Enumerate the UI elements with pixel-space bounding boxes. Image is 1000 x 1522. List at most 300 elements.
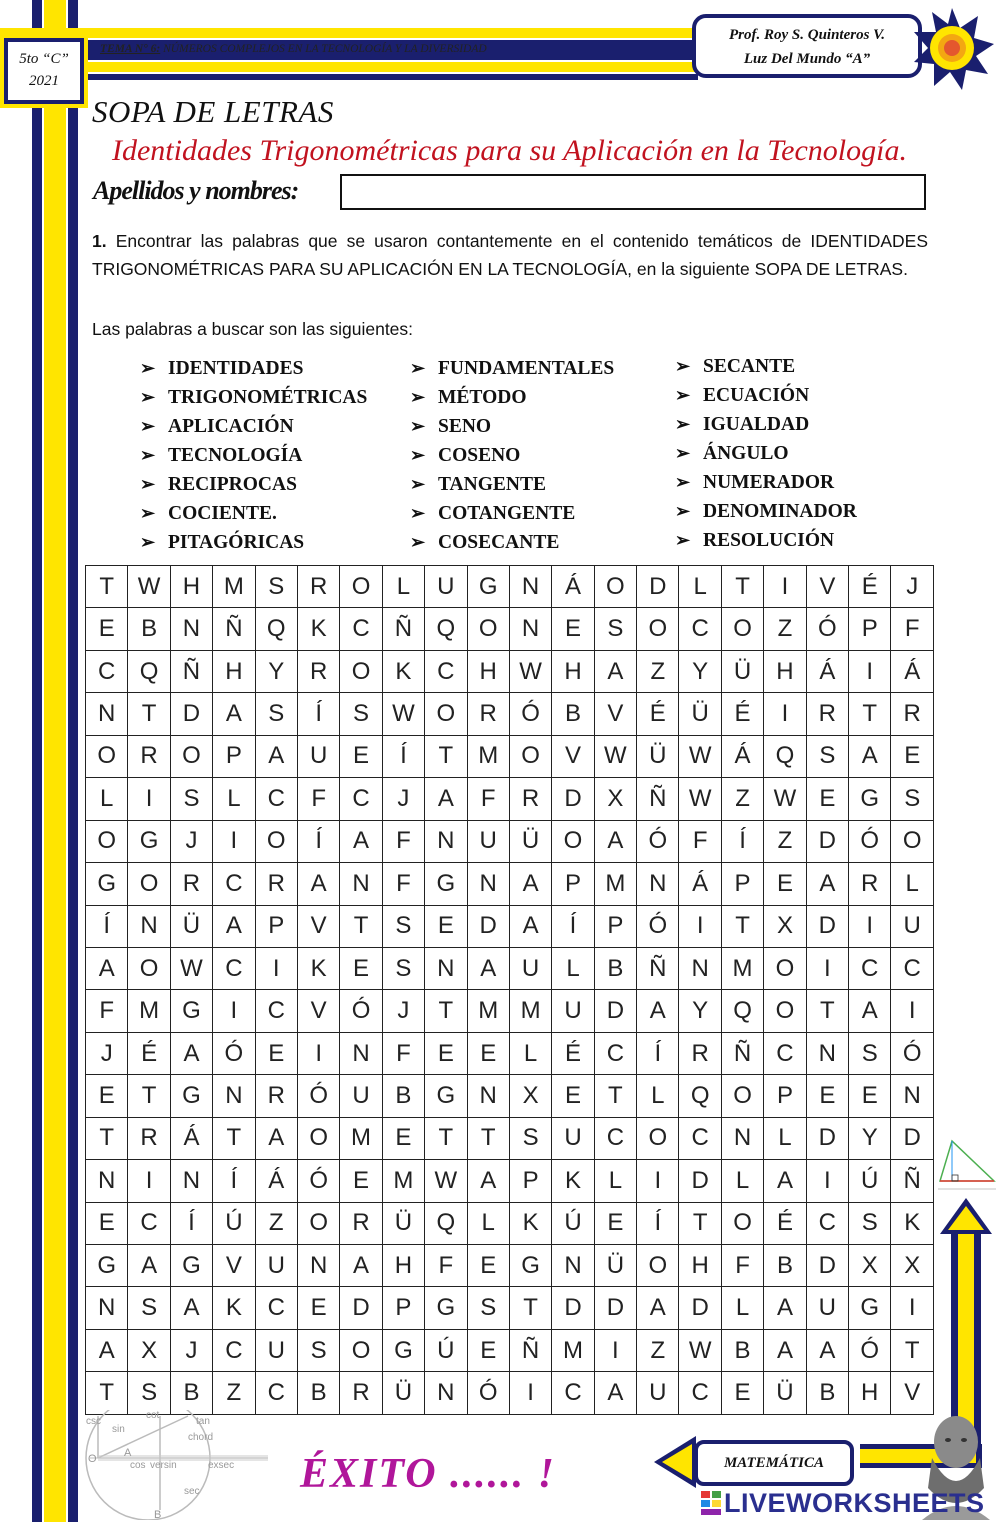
grid-cell[interactable]: A — [637, 1287, 679, 1329]
grid-cell[interactable]: S — [128, 1287, 170, 1329]
grid-cell[interactable]: B — [297, 1372, 339, 1415]
grid-cell[interactable]: A — [806, 863, 848, 905]
grid-cell[interactable]: O — [721, 608, 763, 650]
grid-cell[interactable]: F — [425, 1245, 467, 1287]
grid-cell[interactable]: C — [255, 778, 297, 820]
grid-cell[interactable]: F — [721, 1245, 763, 1287]
grid-cell[interactable]: D — [594, 1287, 636, 1329]
grid-cell[interactable]: R — [170, 863, 212, 905]
grid-cell[interactable]: Í — [637, 1032, 679, 1074]
grid-cell[interactable]: W — [509, 650, 551, 692]
grid-cell[interactable]: O — [340, 650, 382, 692]
grid-cell[interactable]: E — [86, 1075, 128, 1117]
grid-cell[interactable]: A — [255, 735, 297, 777]
grid-cell[interactable]: Z — [213, 1372, 255, 1415]
grid-cell[interactable]: R — [340, 1372, 382, 1415]
grid-cell[interactable]: A — [467, 947, 509, 989]
grid-cell[interactable]: Z — [764, 820, 806, 862]
grid-cell[interactable]: F — [679, 820, 721, 862]
grid-cell[interactable]: T — [849, 693, 891, 735]
grid-cell[interactable]: Ñ — [891, 1160, 934, 1202]
grid-cell[interactable]: B — [552, 693, 594, 735]
grid-cell[interactable]: L — [594, 1160, 636, 1202]
grid-cell[interactable]: Y — [255, 650, 297, 692]
grid-cell[interactable]: Ñ — [637, 778, 679, 820]
grid-cell[interactable]: E — [764, 863, 806, 905]
grid-cell[interactable]: T — [721, 905, 763, 947]
grid-cell[interactable]: F — [382, 863, 424, 905]
grid-cell[interactable]: E — [340, 947, 382, 989]
grid-cell[interactable]: E — [552, 608, 594, 650]
grid-cell[interactable]: A — [86, 947, 128, 989]
grid-cell[interactable]: S — [806, 735, 848, 777]
grid-cell[interactable]: G — [170, 1245, 212, 1287]
grid-cell[interactable]: E — [552, 1075, 594, 1117]
grid-cell[interactable]: H — [679, 1245, 721, 1287]
grid-cell[interactable]: C — [213, 863, 255, 905]
grid-cell[interactable]: W — [764, 778, 806, 820]
grid-cell[interactable]: I — [891, 990, 934, 1032]
grid-cell[interactable]: N — [679, 947, 721, 989]
grid-cell[interactable]: N — [891, 1075, 934, 1117]
grid-cell[interactable]: L — [382, 566, 424, 608]
grid-cell[interactable]: Ó — [637, 820, 679, 862]
grid-cell[interactable]: O — [170, 735, 212, 777]
grid-cell[interactable]: A — [849, 990, 891, 1032]
grid-cell[interactable]: T — [128, 693, 170, 735]
grid-cell[interactable]: L — [721, 1287, 763, 1329]
grid-cell[interactable]: B — [764, 1245, 806, 1287]
grid-cell[interactable]: Ó — [297, 1160, 339, 1202]
grid-cell[interactable]: E — [467, 1032, 509, 1074]
grid-cell[interactable]: K — [382, 650, 424, 692]
grid-cell[interactable]: D — [806, 1245, 848, 1287]
grid-cell[interactable]: A — [340, 1245, 382, 1287]
grid-cell[interactable]: Ú — [552, 1202, 594, 1244]
grid-cell[interactable]: T — [679, 1202, 721, 1244]
grid-cell[interactable]: M — [340, 1117, 382, 1159]
grid-cell[interactable]: R — [806, 693, 848, 735]
grid-cell[interactable]: O — [128, 947, 170, 989]
grid-cell[interactable]: Ü — [679, 693, 721, 735]
grid-cell[interactable]: H — [170, 566, 212, 608]
grid-cell[interactable]: K — [297, 608, 339, 650]
grid-cell[interactable]: R — [255, 863, 297, 905]
grid-cell[interactable]: É — [721, 693, 763, 735]
grid-cell[interactable]: I — [213, 820, 255, 862]
grid-cell[interactable]: F — [467, 778, 509, 820]
grid-cell[interactable]: A — [213, 693, 255, 735]
grid-cell[interactable]: F — [382, 1032, 424, 1074]
grid-cell[interactable]: U — [552, 990, 594, 1032]
grid-cell[interactable]: Í — [86, 905, 128, 947]
grid-cell[interactable]: R — [509, 778, 551, 820]
grid-cell[interactable]: M — [721, 947, 763, 989]
grid-cell[interactable]: G — [467, 566, 509, 608]
grid-cell[interactable]: T — [891, 1329, 934, 1371]
grid-cell[interactable]: A — [170, 1287, 212, 1329]
grid-cell[interactable]: O — [764, 947, 806, 989]
grid-cell[interactable]: G — [128, 820, 170, 862]
grid-cell[interactable]: F — [382, 820, 424, 862]
grid-cell[interactable]: I — [594, 1329, 636, 1371]
grid-cell[interactable]: Q — [255, 608, 297, 650]
grid-cell[interactable]: É — [128, 1032, 170, 1074]
grid-cell[interactable]: G — [170, 990, 212, 1032]
grid-cell[interactable]: W — [170, 947, 212, 989]
grid-cell[interactable]: G — [425, 1287, 467, 1329]
grid-cell[interactable]: Ó — [467, 1372, 509, 1415]
grid-cell[interactable]: N — [467, 1075, 509, 1117]
grid-cell[interactable]: R — [891, 693, 934, 735]
grid-cell[interactable]: H — [849, 1372, 891, 1415]
grid-cell[interactable]: Í — [552, 905, 594, 947]
grid-cell[interactable]: I — [679, 905, 721, 947]
grid-cell[interactable]: L — [637, 1075, 679, 1117]
grid-cell[interactable]: E — [467, 1329, 509, 1371]
grid-cell[interactable]: Ú — [213, 1202, 255, 1244]
grid-cell[interactable]: V — [594, 693, 636, 735]
grid-cell[interactable]: N — [340, 1032, 382, 1074]
grid-cell[interactable]: X — [849, 1245, 891, 1287]
grid-cell[interactable]: A — [806, 1329, 848, 1371]
grid-cell[interactable]: L — [552, 947, 594, 989]
grid-cell[interactable]: S — [467, 1287, 509, 1329]
grid-cell[interactable]: C — [679, 1372, 721, 1415]
grid-cell[interactable]: O — [86, 820, 128, 862]
grid-cell[interactable]: M — [128, 990, 170, 1032]
grid-cell[interactable]: C — [425, 650, 467, 692]
grid-cell[interactable]: O — [594, 566, 636, 608]
grid-cell[interactable]: E — [806, 1075, 848, 1117]
grid-cell[interactable]: Q — [764, 735, 806, 777]
grid-cell[interactable]: P — [255, 905, 297, 947]
grid-cell[interactable]: Ó — [637, 905, 679, 947]
grid-cell[interactable]: N — [297, 1245, 339, 1287]
grid-cell[interactable]: A — [764, 1160, 806, 1202]
grid-cell[interactable]: D — [679, 1160, 721, 1202]
grid-cell[interactable]: Q — [721, 990, 763, 1032]
grid-cell[interactable]: J — [382, 778, 424, 820]
grid-cell[interactable]: G — [849, 1287, 891, 1329]
grid-cell[interactable]: E — [891, 735, 934, 777]
grid-cell[interactable]: M — [552, 1329, 594, 1371]
grid-cell[interactable]: G — [86, 863, 128, 905]
grid-cell[interactable]: Ñ — [637, 947, 679, 989]
grid-cell[interactable]: I — [509, 1372, 551, 1415]
grid-cell[interactable]: V — [806, 566, 848, 608]
grid-cell[interactable]: Á — [721, 735, 763, 777]
grid-cell[interactable]: O — [340, 566, 382, 608]
grid-cell[interactable]: B — [594, 947, 636, 989]
grid-cell[interactable]: Y — [679, 990, 721, 1032]
grid-cell[interactable]: A — [764, 1329, 806, 1371]
grid-cell[interactable]: N — [509, 566, 551, 608]
grid-cell[interactable]: M — [213, 566, 255, 608]
grid-cell[interactable]: C — [128, 1202, 170, 1244]
grid-cell[interactable]: N — [170, 1160, 212, 1202]
grid-cell[interactable]: E — [340, 1160, 382, 1202]
grid-cell[interactable]: U — [340, 1075, 382, 1117]
grid-cell[interactable]: Z — [721, 778, 763, 820]
grid-cell[interactable]: Z — [637, 1329, 679, 1371]
grid-cell[interactable]: W — [594, 735, 636, 777]
grid-cell[interactable]: D — [594, 990, 636, 1032]
grid-cell[interactable]: L — [509, 1032, 551, 1074]
grid-cell[interactable]: X — [128, 1329, 170, 1371]
grid-cell[interactable]: Ú — [425, 1329, 467, 1371]
grid-cell[interactable]: U — [255, 1245, 297, 1287]
grid-cell[interactable]: Ü — [637, 735, 679, 777]
grid-cell[interactable]: E — [721, 1372, 763, 1415]
grid-cell[interactable]: N — [340, 863, 382, 905]
grid-cell[interactable]: K — [297, 947, 339, 989]
grid-cell[interactable]: E — [594, 1202, 636, 1244]
grid-cell[interactable]: I — [849, 650, 891, 692]
grid-cell[interactable]: I — [297, 1032, 339, 1074]
grid-cell[interactable]: C — [340, 608, 382, 650]
grid-cell[interactable]: W — [679, 1329, 721, 1371]
grid-cell[interactable]: Ü — [594, 1245, 636, 1287]
grid-cell[interactable]: N — [467, 863, 509, 905]
grid-cell[interactable]: Ó — [849, 820, 891, 862]
grid-cell[interactable]: D — [806, 905, 848, 947]
grid-cell[interactable]: C — [679, 608, 721, 650]
grid-cell[interactable]: I — [128, 1160, 170, 1202]
grid-cell[interactable]: S — [849, 1032, 891, 1074]
grid-cell[interactable]: S — [170, 778, 212, 820]
grid-cell[interactable]: P — [509, 1160, 551, 1202]
grid-cell[interactable]: R — [679, 1032, 721, 1074]
grid-cell[interactable]: Y — [849, 1117, 891, 1159]
grid-cell[interactable]: T — [213, 1117, 255, 1159]
grid-cell[interactable]: É — [552, 1032, 594, 1074]
grid-cell[interactable]: B — [170, 1372, 212, 1415]
grid-cell[interactable]: N — [170, 608, 212, 650]
grid-cell[interactable]: Á — [255, 1160, 297, 1202]
grid-cell[interactable]: O — [552, 820, 594, 862]
grid-cell[interactable]: H — [552, 650, 594, 692]
grid-cell[interactable]: L — [679, 566, 721, 608]
grid-cell[interactable]: O — [764, 990, 806, 1032]
grid-cell[interactable]: A — [849, 735, 891, 777]
grid-cell[interactable]: P — [213, 735, 255, 777]
grid-cell[interactable]: Í — [297, 820, 339, 862]
grid-cell[interactable]: É — [637, 693, 679, 735]
grid-cell[interactable]: P — [721, 863, 763, 905]
grid-cell[interactable]: I — [764, 693, 806, 735]
grid-cell[interactable]: T — [509, 1287, 551, 1329]
grid-cell[interactable]: T — [86, 1117, 128, 1159]
grid-cell[interactable]: S — [128, 1372, 170, 1415]
grid-cell[interactable]: N — [425, 1372, 467, 1415]
grid-cell[interactable]: L — [467, 1202, 509, 1244]
grid-cell[interactable]: W — [128, 566, 170, 608]
grid-cell[interactable]: E — [467, 1245, 509, 1287]
grid-cell[interactable]: L — [721, 1160, 763, 1202]
grid-cell[interactable]: R — [297, 650, 339, 692]
grid-cell[interactable]: K — [509, 1202, 551, 1244]
grid-cell[interactable]: C — [213, 1329, 255, 1371]
grid-cell[interactable]: Í — [637, 1202, 679, 1244]
grid-cell[interactable]: Ü — [721, 650, 763, 692]
grid-cell[interactable]: A — [86, 1329, 128, 1371]
grid-cell[interactable]: H — [213, 650, 255, 692]
grid-cell[interactable]: S — [849, 1202, 891, 1244]
grid-cell[interactable]: D — [170, 693, 212, 735]
grid-cell[interactable]: Z — [255, 1202, 297, 1244]
grid-cell[interactable]: O — [637, 1245, 679, 1287]
grid-cell[interactable]: Ó — [297, 1075, 339, 1117]
grid-cell[interactable]: E — [849, 1075, 891, 1117]
grid-cell[interactable]: H — [382, 1245, 424, 1287]
grid-cell[interactable]: É — [849, 566, 891, 608]
grid-cell[interactable]: N — [425, 947, 467, 989]
grid-cell[interactable]: Á — [552, 566, 594, 608]
grid-cell[interactable]: Ó — [213, 1032, 255, 1074]
grid-cell[interactable]: N — [128, 905, 170, 947]
grid-cell[interactable]: Q — [679, 1075, 721, 1117]
grid-cell[interactable]: Á — [806, 650, 848, 692]
grid-cell[interactable]: D — [806, 1117, 848, 1159]
grid-cell[interactable]: I — [213, 990, 255, 1032]
grid-cell[interactable]: R — [849, 863, 891, 905]
grid-cell[interactable]: M — [467, 990, 509, 1032]
grid-cell[interactable]: A — [340, 820, 382, 862]
grid-cell[interactable]: T — [86, 566, 128, 608]
grid-cell[interactable]: V — [297, 990, 339, 1032]
grid-cell[interactable]: C — [255, 990, 297, 1032]
grid-cell[interactable]: N — [509, 608, 551, 650]
grid-cell[interactable]: L — [764, 1117, 806, 1159]
grid-cell[interactable]: R — [255, 1075, 297, 1117]
grid-cell[interactable]: Ü — [509, 820, 551, 862]
grid-cell[interactable]: N — [552, 1245, 594, 1287]
grid-cell[interactable]: T — [425, 735, 467, 777]
grid-cell[interactable]: S — [255, 566, 297, 608]
grid-cell[interactable]: T — [467, 1117, 509, 1159]
grid-cell[interactable]: O — [467, 608, 509, 650]
grid-cell[interactable]: F — [297, 778, 339, 820]
grid-cell[interactable]: S — [255, 693, 297, 735]
grid-cell[interactable]: Á — [170, 1117, 212, 1159]
grid-cell[interactable]: Ñ — [721, 1032, 763, 1074]
grid-cell[interactable]: L — [86, 778, 128, 820]
grid-cell[interactable]: Ü — [382, 1202, 424, 1244]
grid-cell[interactable]: I — [891, 1287, 934, 1329]
grid-cell[interactable]: T — [86, 1372, 128, 1415]
grid-cell[interactable]: A — [297, 863, 339, 905]
grid-cell[interactable]: U — [509, 947, 551, 989]
grid-cell[interactable]: T — [425, 1117, 467, 1159]
grid-cell[interactable]: O — [721, 1202, 763, 1244]
grid-cell[interactable]: L — [213, 778, 255, 820]
grid-cell[interactable]: Z — [637, 650, 679, 692]
grid-cell[interactable]: J — [86, 1032, 128, 1074]
grid-cell[interactable]: Ñ — [170, 650, 212, 692]
grid-cell[interactable]: D — [467, 905, 509, 947]
grid-cell[interactable]: C — [594, 1117, 636, 1159]
grid-cell[interactable]: E — [255, 1032, 297, 1074]
grid-cell[interactable]: S — [382, 905, 424, 947]
grid-cell[interactable]: D — [679, 1287, 721, 1329]
grid-cell[interactable]: T — [721, 566, 763, 608]
grid-cell[interactable]: G — [170, 1075, 212, 1117]
grid-cell[interactable]: X — [509, 1075, 551, 1117]
grid-cell[interactable]: R — [128, 735, 170, 777]
grid-cell[interactable]: S — [297, 1329, 339, 1371]
grid-cell[interactable]: Ó — [806, 608, 848, 650]
grid-cell[interactable]: C — [340, 778, 382, 820]
grid-cell[interactable]: S — [340, 693, 382, 735]
grid-cell[interactable]: P — [552, 863, 594, 905]
grid-cell[interactable]: T — [425, 990, 467, 1032]
grid-cell[interactable]: V — [891, 1372, 934, 1415]
grid-cell[interactable]: E — [86, 1202, 128, 1244]
grid-cell[interactable]: D — [340, 1287, 382, 1329]
grid-cell[interactable]: B — [806, 1372, 848, 1415]
grid-cell[interactable]: K — [891, 1202, 934, 1244]
grid-cell[interactable]: N — [86, 693, 128, 735]
grid-cell[interactable]: G — [509, 1245, 551, 1287]
grid-cell[interactable]: J — [891, 566, 934, 608]
grid-cell[interactable]: Q — [128, 650, 170, 692]
grid-cell[interactable]: N — [86, 1160, 128, 1202]
grid-cell[interactable]: I — [255, 947, 297, 989]
grid-cell[interactable]: C — [891, 947, 934, 989]
grid-cell[interactable]: C — [552, 1372, 594, 1415]
name-input[interactable] — [340, 174, 926, 210]
grid-cell[interactable]: U — [255, 1329, 297, 1371]
grid-cell[interactable]: O — [297, 1117, 339, 1159]
grid-cell[interactable]: B — [721, 1329, 763, 1371]
grid-cell[interactable]: K — [213, 1287, 255, 1329]
grid-cell[interactable]: A — [255, 1117, 297, 1159]
grid-cell[interactable]: Y — [679, 650, 721, 692]
grid-cell[interactable]: G — [382, 1329, 424, 1371]
grid-cell[interactable]: O — [509, 735, 551, 777]
grid-cell[interactable]: I — [849, 905, 891, 947]
grid-cell[interactable]: O — [891, 820, 934, 862]
grid-cell[interactable]: Á — [679, 863, 721, 905]
grid-cell[interactable]: U — [806, 1287, 848, 1329]
grid-cell[interactable]: I — [806, 947, 848, 989]
grid-cell[interactable]: D — [806, 820, 848, 862]
grid-cell[interactable]: C — [806, 1202, 848, 1244]
grid-cell[interactable]: X — [764, 905, 806, 947]
grid-cell[interactable]: P — [849, 608, 891, 650]
grid-cell[interactable]: A — [637, 990, 679, 1032]
grid-cell[interactable]: G — [425, 863, 467, 905]
grid-cell[interactable]: X — [891, 1245, 934, 1287]
grid-cell[interactable]: P — [594, 905, 636, 947]
grid-cell[interactable]: Í — [213, 1160, 255, 1202]
grid-cell[interactable]: V — [213, 1245, 255, 1287]
grid-cell[interactable]: I — [764, 566, 806, 608]
grid-cell[interactable]: Í — [170, 1202, 212, 1244]
grid-cell[interactable]: G — [86, 1245, 128, 1287]
grid-cell[interactable]: W — [425, 1160, 467, 1202]
grid-cell[interactable]: D — [552, 778, 594, 820]
grid-cell[interactable]: V — [297, 905, 339, 947]
grid-cell[interactable]: W — [679, 778, 721, 820]
grid-cell[interactable]: M — [467, 735, 509, 777]
grid-cell[interactable]: S — [382, 947, 424, 989]
grid-cell[interactable]: Ó — [509, 693, 551, 735]
grid-cell[interactable]: E — [806, 778, 848, 820]
grid-cell[interactable]: U — [891, 905, 934, 947]
grid-cell[interactable]: X — [594, 778, 636, 820]
